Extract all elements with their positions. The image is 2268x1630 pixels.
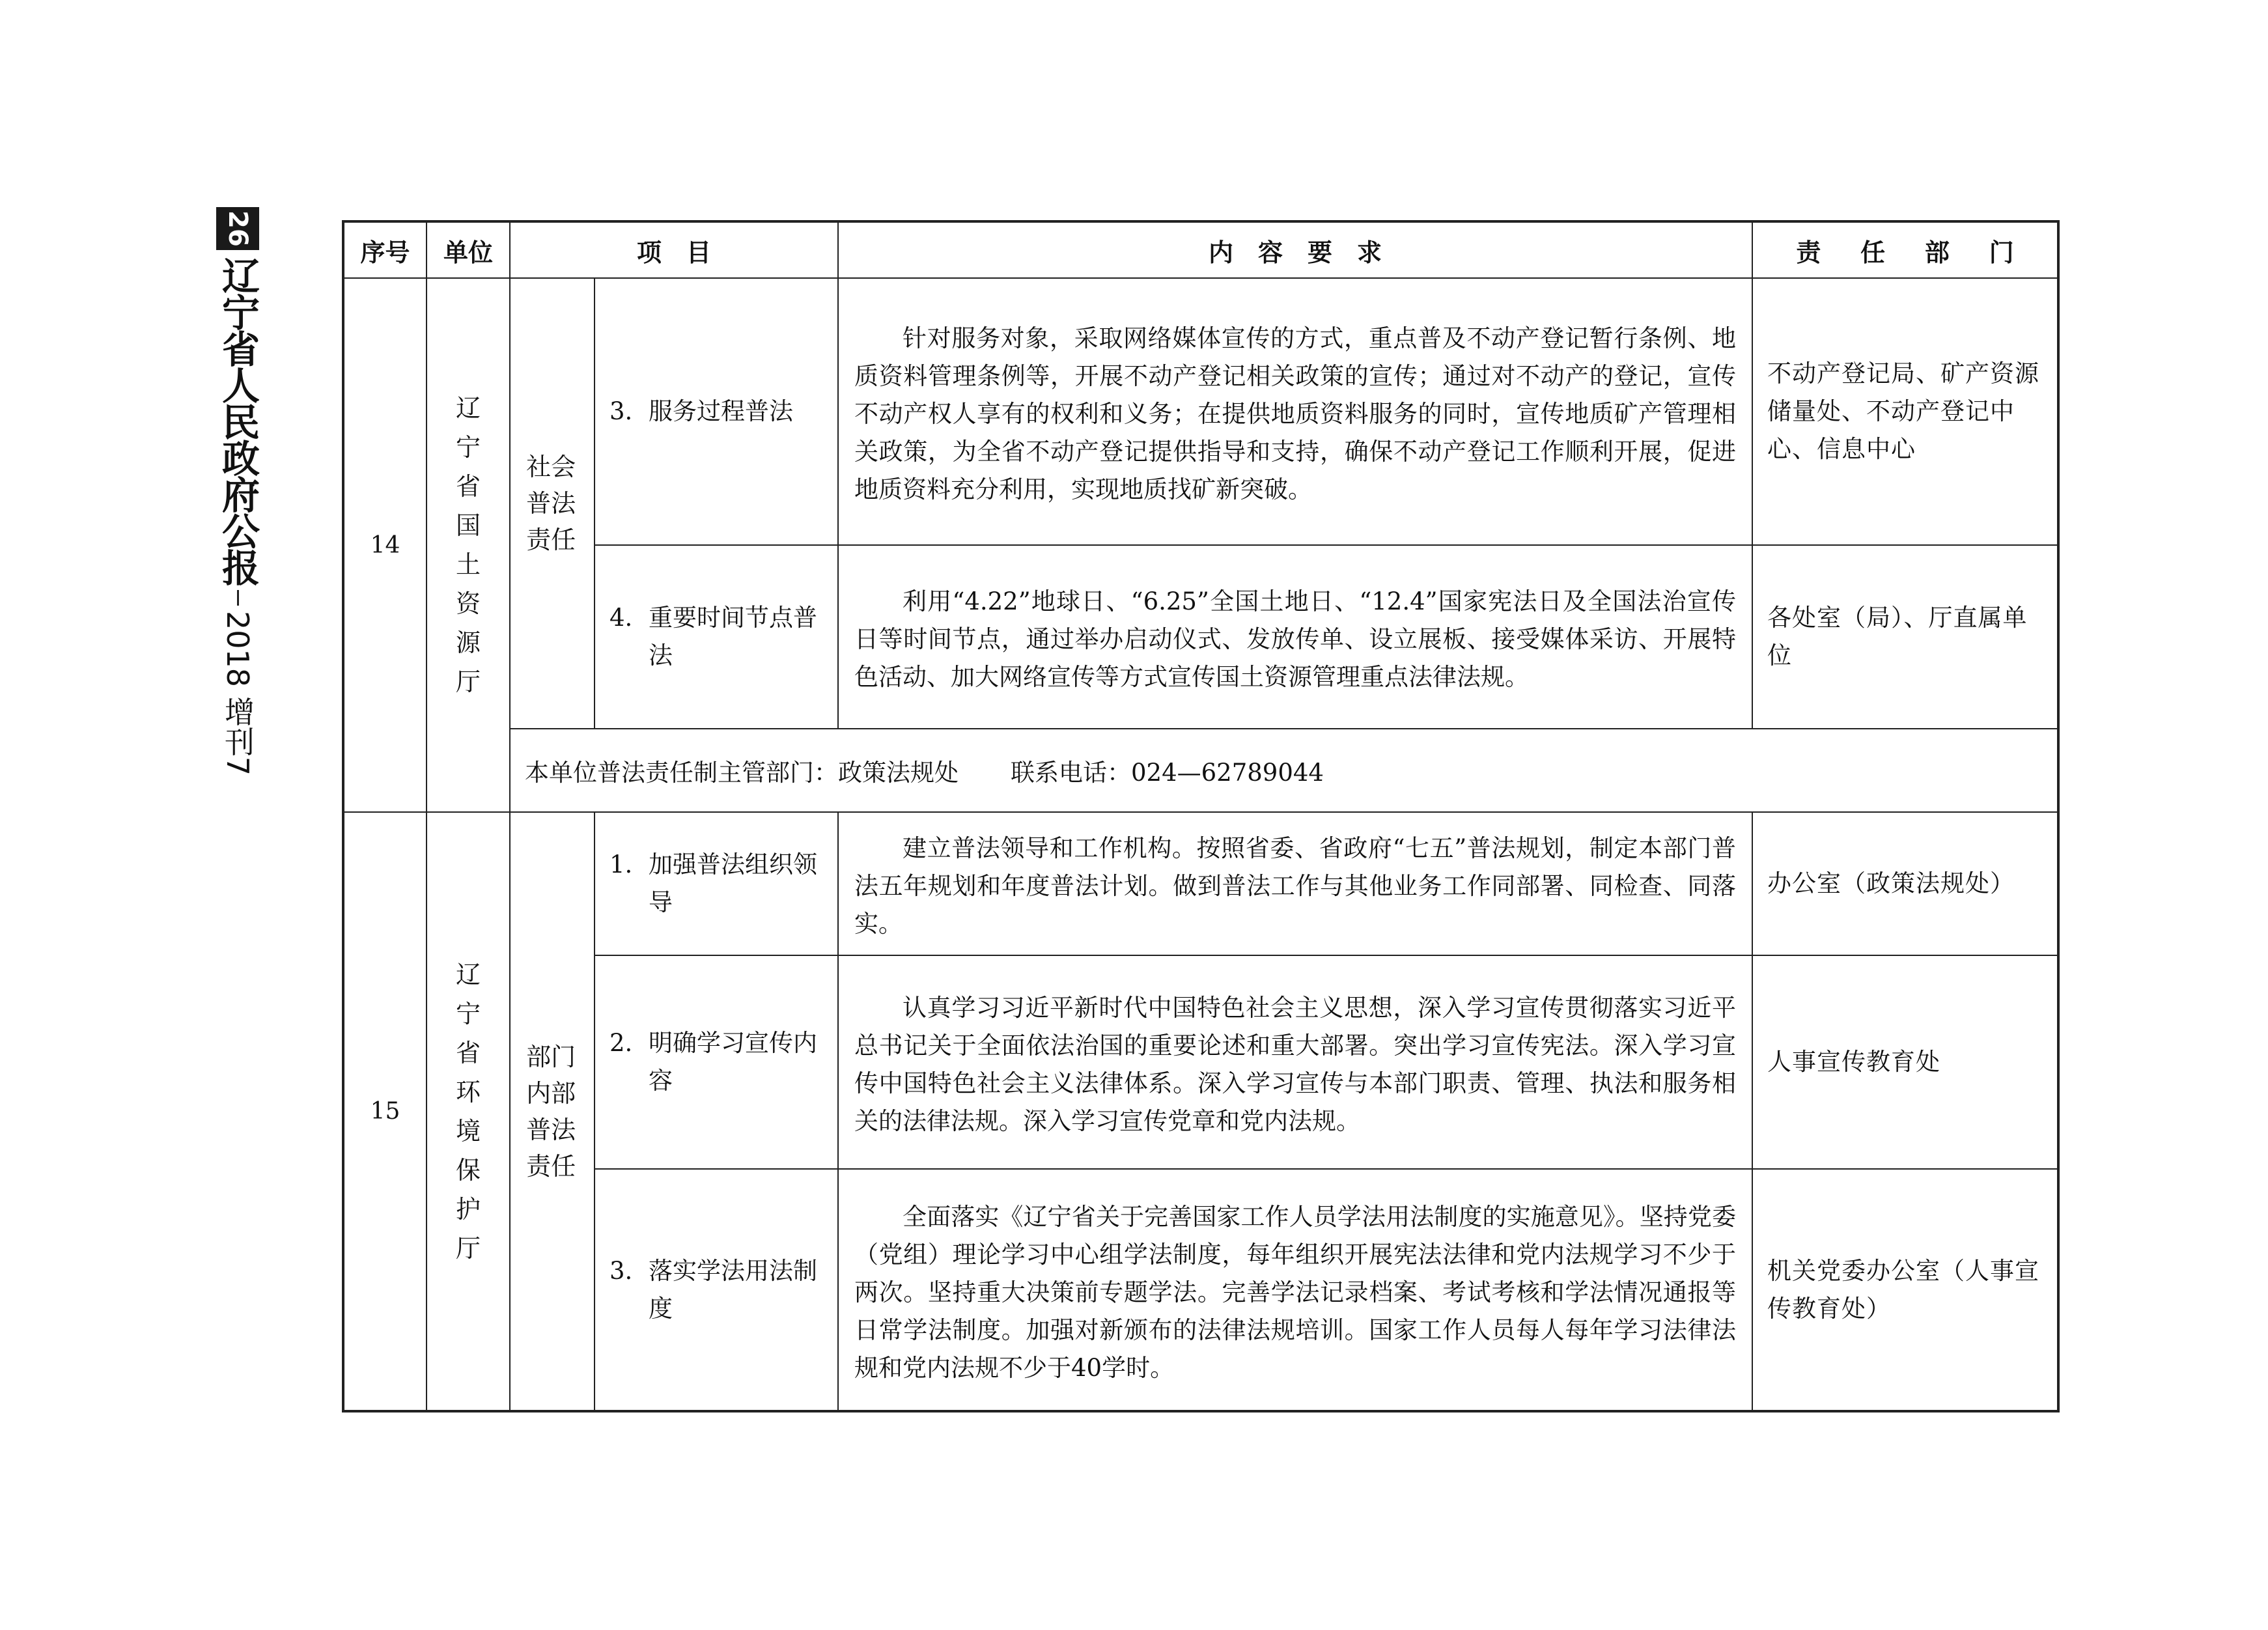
- resp-cell: 各处室（局）、厅直属单位: [1752, 545, 2058, 729]
- header-item: 项 目: [510, 221, 838, 278]
- header-seq: 序号: [343, 221, 427, 278]
- unit-char: 省: [455, 1038, 481, 1067]
- content-cell: 利用“4.22”地球日、“6.25”全国土地日、“12.4”国家宪法日及全国法治宣传日等时间节点，通过举办启动仪式、发放传单、设立展板、接受媒体采访、开展特色活动、加大网络宣传等方式宣传国土资源管理重点法律法规。: [838, 545, 1752, 729]
- table-row: [343, 545, 2058, 729]
- item-cell: 4. 重要时间节点普法: [595, 545, 838, 729]
- unit-char: 宁: [455, 433, 481, 462]
- content-cell: 针对服务对象，采取网络媒体宣传的方式，重点普及不动产登记暂行条例、地质资料管理条例等，开展不动产登记相关政策的宣传；通过对不动产的登记，宣传不动产权人享有的权利和义务；在提供地质资料服务的同时，宣传地质矿产管理相关政策，为全省不动产登记提供指导和支持，确保不动产登记工作顺利开展，促进地质资料充分利用，实现地质找矿新突破。: [838, 278, 1752, 545]
- item-cell: 2. 明确学习宣传内容: [595, 955, 838, 1169]
- seq-cell: 15: [343, 812, 427, 1411]
- resp-cell: 机关党委办公室（人事宣传教育处）: [1752, 1169, 2058, 1411]
- unit-char: 宁: [455, 999, 481, 1028]
- category-cell: 部门内部普法责任: [510, 812, 595, 1411]
- table-row: [343, 1169, 2058, 1411]
- footer-phone: 联系电话：024—62789044: [1011, 759, 1324, 787]
- header-resp: 责任部门: [1752, 221, 2058, 278]
- item-cell: 1. 加强普法组织领导: [595, 812, 838, 955]
- resp-cell: 人事宣传教育处: [1752, 955, 2058, 1169]
- unit-char: 辽: [455, 960, 481, 989]
- unit-char: 国: [455, 511, 481, 540]
- divider: [237, 590, 239, 606]
- unit-cell: [427, 812, 510, 1411]
- seq-cell: 14: [343, 278, 427, 812]
- dept-contact-cell: [510, 729, 2058, 812]
- unit-char: 土: [455, 550, 481, 579]
- header-unit: 单位: [427, 221, 510, 278]
- table-row: [343, 278, 2058, 545]
- content-cell: 建立普法领导和工作机构。按照省委、省政府“七五”普法规划，制定本部门普法五年规划和年度普法计划。做到普法工作与其他业务工作同部署、同检查、同落实。: [838, 812, 1752, 955]
- unit-char: 环: [455, 1077, 481, 1106]
- header-row: [343, 221, 2058, 278]
- content-cell: 认真学习习近平新时代中国特色社会主义思想，深入学习宣传贯彻落实习近平总书记关于全面依法治国的重要论述和重大部署。突出学习宣传宪法。深入学习宣传中国特色社会主义法律体系。深入学习宣传与本部门职责、管理、执法和服务相关的法律法规。深入学习宣传党章和党内法规。: [838, 955, 1752, 1169]
- side-masthead: [215, 207, 260, 776]
- unit-char: 厅: [455, 667, 481, 696]
- unit-char: 厅: [455, 1233, 481, 1263]
- unit-cell: [427, 278, 510, 812]
- publication-title: 辽宁省人民政府公报: [216, 257, 260, 585]
- header-content: 内 容 要 求: [838, 221, 1752, 278]
- unit-char: 境: [455, 1116, 481, 1145]
- category-cell: 社会普法责任: [510, 278, 595, 729]
- unit-char: 源: [455, 628, 481, 657]
- issue-label: 2018 增刊7: [220, 611, 255, 776]
- table-row: [343, 729, 2058, 812]
- item-cell: 3. 服务过程普法: [595, 278, 838, 545]
- footer-dept: 本单位普法责任制主管部门：政策法规处: [525, 759, 959, 787]
- unit-char: 辽: [455, 394, 481, 423]
- content-cell: 全面落实《辽宁省关于完善国家工作人员学法用法制度的实施意见》。坚持党委（党组）理论学习中心组学法制度，每年组织开展宪法法律和党内法规学习不少于两次。坚持重大决策前专题学法。完善学法记录档案、考试考核和学法情况通报等日常学法制度。加强对新颁布的法律法规培训。国家工作人员每人每年学习法律法规和党内法规不少于40学时。: [838, 1169, 1752, 1411]
- unit-char: 资: [455, 589, 481, 618]
- unit-char: 护: [455, 1194, 481, 1224]
- responsibility-table: [342, 220, 2060, 1412]
- unit-char: 保: [455, 1155, 481, 1185]
- table-row: [343, 812, 2058, 955]
- item-cell: 3. 落实学法用法制度: [595, 1169, 838, 1411]
- resp-cell: 不动产登记局、矿产资源储量处、不动产登记中心、信息中心: [1752, 278, 2058, 545]
- page-number: 26: [216, 207, 259, 250]
- table-row: [343, 955, 2058, 1169]
- resp-cell: 办公室（政策法规处）: [1752, 812, 2058, 955]
- unit-char: 省: [455, 472, 481, 501]
